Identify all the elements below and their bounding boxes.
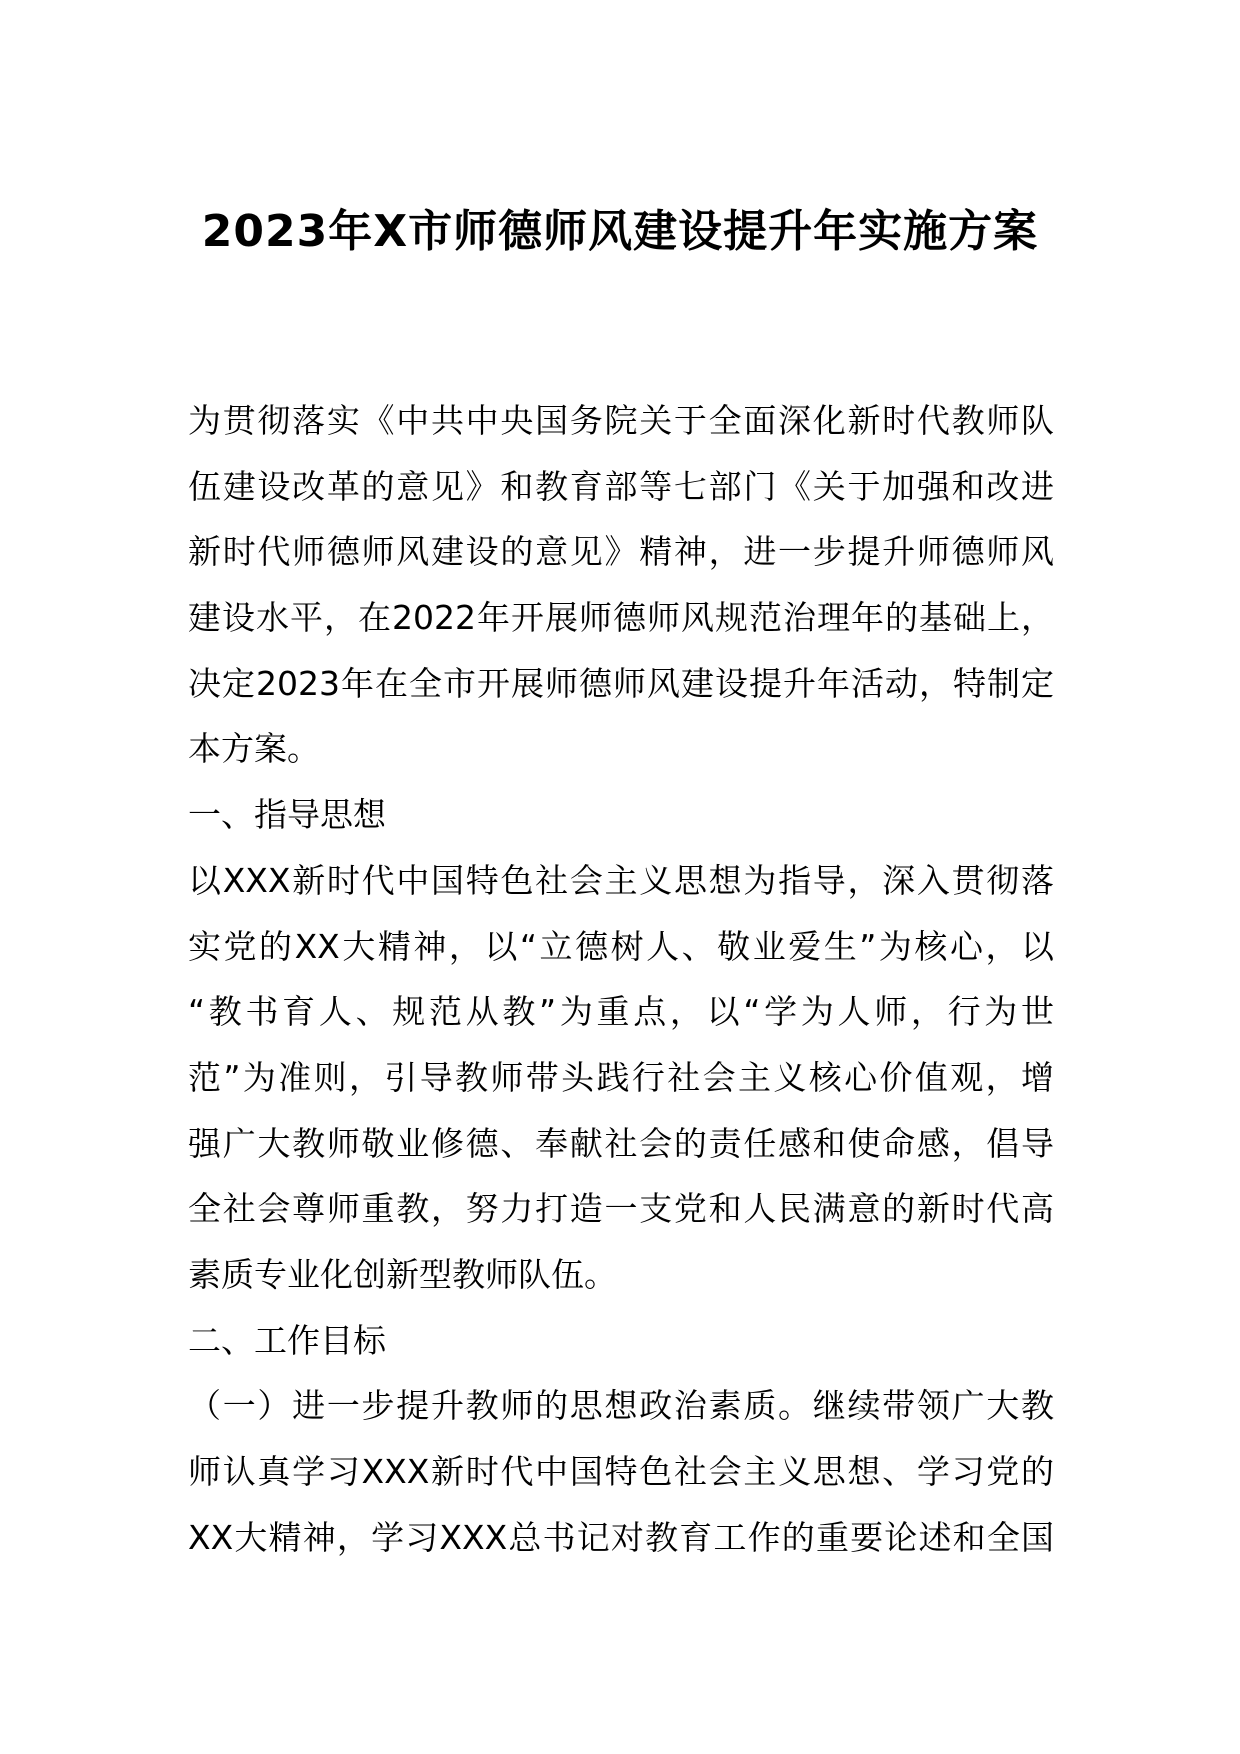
- body-line: 建设水平，在2022年开展师德师风规范治理年的基础上，: [188, 598, 1054, 638]
- body-line: 素质专业化创新型教师队伍。: [188, 1254, 617, 1294]
- body-line: “教书育人、规范从教”为重点，以“学为人师，行为世: [188, 992, 1054, 1032]
- body-line: 新时代师德师风建设的意见》精神，进一步提升师德师风: [188, 532, 1054, 572]
- body-line: 本方案。: [188, 729, 320, 769]
- body-line: 以XXX新时代中国特色社会主义思想为指导，深入贯彻落: [188, 860, 1054, 900]
- section-heading: 二、工作目标: [188, 1320, 386, 1360]
- section-heading: 一、指导思想: [188, 795, 386, 835]
- body-line: 全社会尊师重教，努力打造一支党和人民满意的新时代高: [188, 1189, 1054, 1229]
- body-line: 实党的XX大精神，以“立德树人、敬业爱生”为核心，以: [188, 926, 1054, 966]
- body-line: 师认真学习XXX新时代中国特色社会主义思想、学习党的: [188, 1452, 1054, 1491]
- body-line: 为贯彻落实《中共中央国务院关于全面深化新时代教师队: [188, 401, 1054, 440]
- body-line: 伍建设改革的意见》和教育部等七部门《关于加强和改进: [188, 466, 1054, 506]
- body-line: （一）进一步提升教师的思想政治素质。继续带领广大教: [188, 1386, 1054, 1426]
- body-line: XX大精神，学习XXX总书记对教育工作的重要论述和全国: [188, 1517, 1054, 1557]
- body-line: 强广大教师敬业修德、奉献社会的责任感和使命感，倡导: [188, 1123, 1054, 1163]
- document-body: [188, 388, 1054, 1570]
- body-line: 范”为准则，引导教师带头践行社会主义核心价值观，增: [188, 1057, 1054, 1097]
- body-line: 决定2023年在全市开展师德师风建设提升年活动，特制定: [188, 663, 1054, 703]
- document-title: 2023年X市师德师风建设提升年实施方案: [201, 206, 1039, 257]
